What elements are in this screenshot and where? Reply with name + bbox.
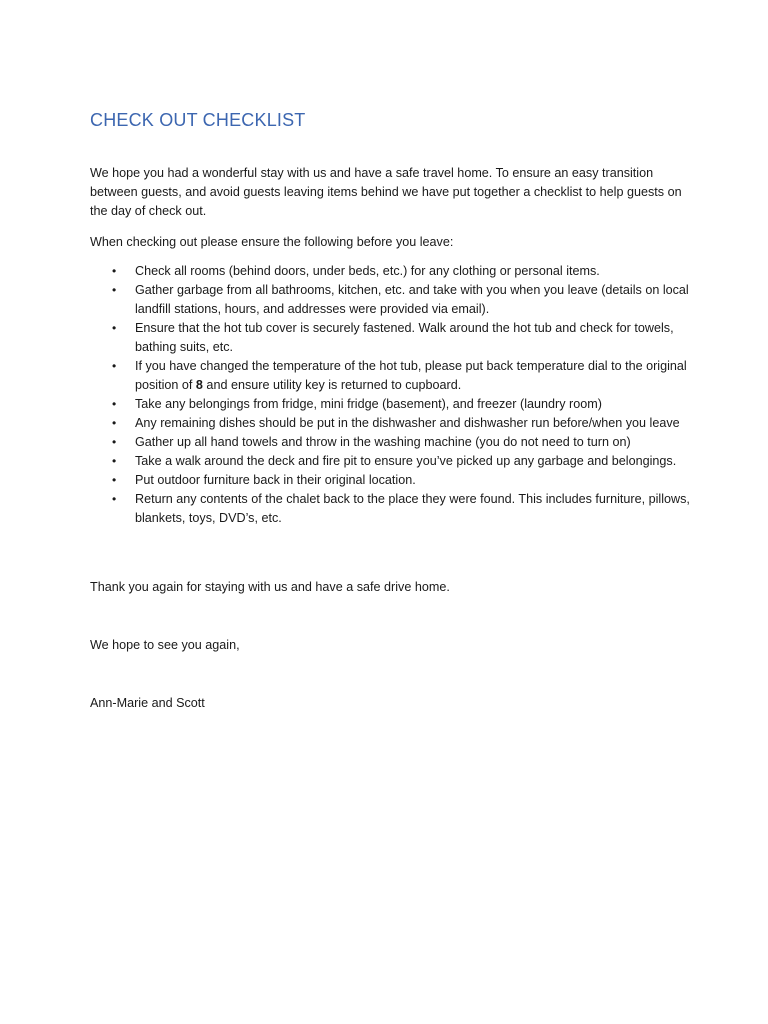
list-item [90, 490, 690, 528]
checkout-checklist [90, 262, 690, 528]
signature-line: Ann-Marie and Scott [90, 696, 205, 710]
checklist-item-text: Return any contents of the chalet back to the place they were found. This includes furniture, pillows, blankets, toys, DVD’s, etc. [135, 492, 690, 525]
bullet-icon: • [112, 321, 117, 335]
checklist-item-text: Put outdoor furniture back in their original location. [135, 473, 416, 487]
checklist-item-text: Check all rooms (behind doors, under beds, etc.) for any clothing or personal items. [135, 264, 600, 278]
thank-you-line: Thank you again for staying with us and have a safe drive home. [90, 580, 450, 594]
checklist-item-text [135, 359, 687, 392]
bullet-icon: • [112, 264, 117, 278]
checklist-item-text-part: and ensure utility key is returned to cupboard. [202, 378, 462, 392]
list-item [90, 471, 690, 490]
bullet-icon: • [112, 359, 117, 373]
list-item [90, 319, 690, 357]
document-body [90, 164, 690, 528]
list-item [90, 452, 690, 471]
checklist-item-text: Any remaining dishes should be put in the dishwasher and dishwasher run before/when you leave [135, 416, 680, 430]
checklist-item-text: Take any belongings from fridge, mini fridge (basement), and freezer (laundry room) [135, 397, 602, 411]
document-title: CHECK OUT CHECKLIST [90, 110, 306, 130]
bullet-icon: • [112, 397, 117, 411]
bullet-icon: • [112, 492, 117, 506]
bullet-icon: • [112, 283, 117, 297]
checklist-item-text-part: If you have changed the temperature of the hot tub, please put back temperature dial to the original position of [135, 359, 687, 392]
temperature-setting-value: 8 [195, 378, 203, 392]
list-item [90, 281, 690, 319]
intro-paragraph: We hope you had a wonderful stay with us and have a safe travel home. To ensure an easy transition between guests, and avoid guests leaving items behind we have put together a checklist to help guests on the day of check out. [90, 166, 682, 218]
checklist-item-text: Gather garbage from all bathrooms, kitchen, etc. and take with you when you leave (details on local landfill stations, hours, and addresses were provided via email). [135, 283, 689, 316]
list-item [90, 262, 690, 281]
list-item [90, 414, 690, 433]
checklist-item-text: Gather up all hand towels and throw in the washing machine (you do not need to turn on) [135, 435, 631, 449]
list-item [90, 395, 690, 414]
checklist-item-text: Take a walk around the deck and fire pit to ensure you’ve picked up any garbage and belongings. [135, 454, 677, 468]
bullet-icon: • [112, 454, 117, 468]
bullet-icon: • [112, 473, 117, 487]
list-item [90, 433, 690, 452]
list-item [90, 357, 690, 395]
bullet-icon: • [112, 435, 117, 449]
checklist-lead: When checking out please ensure the following before you leave: [90, 235, 454, 249]
farewell-line: We hope to see you again, [90, 638, 240, 652]
checklist-item-text: Ensure that the hot tub cover is securely fastened. Walk around the hot tub and check for towels, bathing suits, etc. [135, 321, 674, 354]
bullet-icon: • [112, 416, 117, 430]
